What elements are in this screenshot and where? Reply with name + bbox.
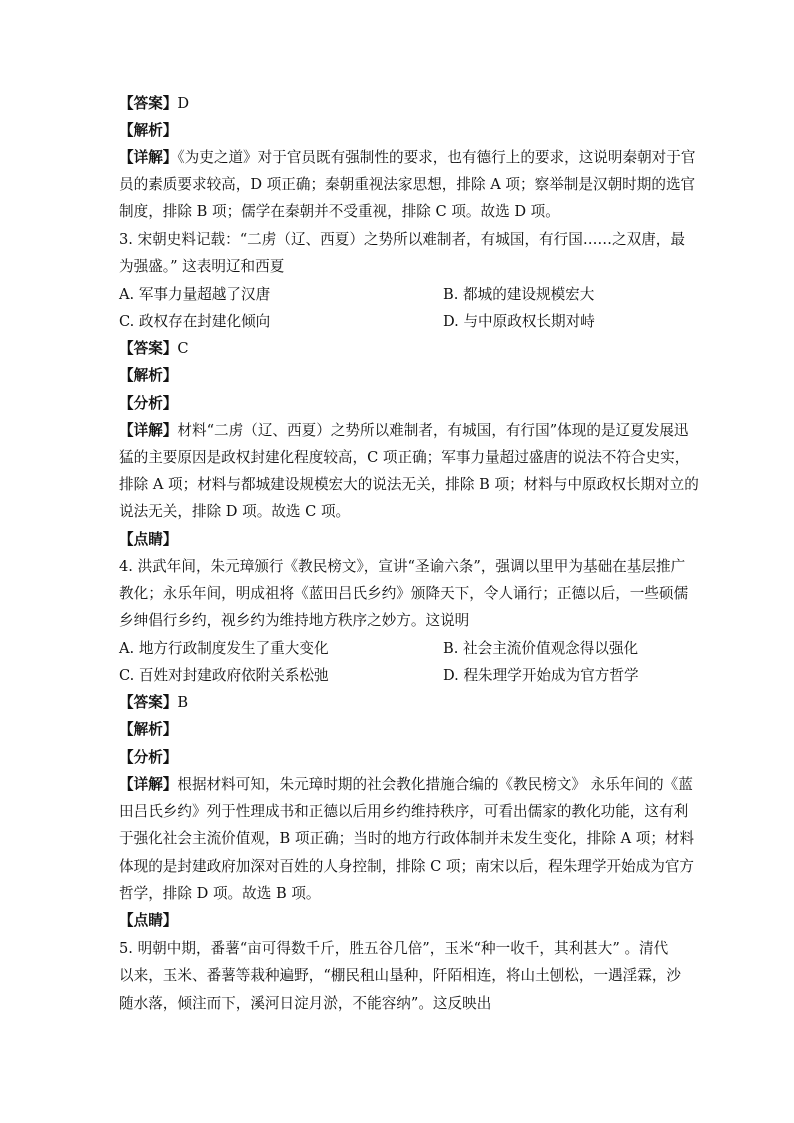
question-stem: 4. 洪武年间，朱元璋颁行《教民榜文》，宣讲“圣谕六条”，强调以里甲为基础在基层推广: [119, 558, 686, 575]
question-stem: 以来，玉米、番薯等栽种遍野，“棚民租山垦种，阡陌相连，将山土刨松，一遇淫霖，沙: [119, 967, 682, 984]
detail-text: 制度，排除 B 项；儒学在秦朝并不受重视，排除 C 项。故选 D 项。: [119, 203, 560, 220]
analysis-label: 【解析】: [119, 721, 178, 738]
option-b: B. 社会主流价值观念得以强化: [443, 640, 639, 657]
detail-text: 材料“二虏（辽、西夏）之势所以难制者，有城国，有行国”体现的是辽夏发展迅: [177, 422, 689, 439]
option-a: A. 地方行政制度发生了重大变化: [119, 640, 329, 657]
answer-label: 【答案】: [119, 340, 178, 357]
analysis-label: 【解析】: [119, 367, 178, 384]
detail-text: 根据材料可知，朱元璋时期的社会教化措施合编的《教民榜文》 永乐年间的《蓝: [177, 776, 693, 793]
question-stem: 5. 明朝中期，番薯“亩可得数千斤，胜五谷几倍”，玉米“种一收千，其利甚大” 。清代: [119, 940, 669, 957]
option-d: D. 与中原政权长期对峙: [443, 313, 595, 330]
detail-text: 员的素质要求较高，D 项正确；秦朝重视法家思想，排除 A 项；察举制是汉朝时期的选官: [119, 176, 696, 193]
answer-value: D: [177, 95, 190, 112]
fenxi-label: 【分析】: [119, 749, 178, 766]
answer-label: 【答案】: [119, 95, 178, 112]
detail-line: [119, 775, 693, 795]
detail-text: 于强化社会主流价值观，B 项正确；当时的地方行政体制并未发生变化，排除 A 项；材料: [119, 830, 695, 847]
fenxi-label: 【分析】: [119, 395, 178, 412]
analysis-label: 【解析】: [119, 122, 178, 139]
detail-line: [119, 148, 696, 168]
option-c: C. 百姓对封建政府依附关系松弛: [119, 667, 329, 684]
option-a: A. 军事力量超越了汉唐: [119, 286, 271, 303]
detail-line: [119, 421, 689, 441]
detail-label: 【详解】: [119, 422, 178, 439]
detail-text: 哲学，排除 D 项。故选 B 项。: [119, 885, 321, 902]
answer-line: [119, 94, 679, 114]
dianjing-label: 【点睛】: [119, 912, 178, 929]
detail-text: 排除 A 项；材料与都城建设规模宏大的说法无关，排除 B 项；材料与中原政权长期对立的: [119, 476, 699, 493]
answer-line: [119, 339, 679, 359]
detail-text: 《为吏之道》对于官员既有强制性的要求，也有德行上的要求，这说明秦朝对于官: [177, 149, 696, 166]
answer-value: B: [177, 694, 189, 711]
detail-text: 体现的是封建政府加深对百姓的人身控制，排除 C 项；南宋以后，程朱理学开始成为官方: [119, 858, 695, 875]
dianjing-label: 【点睛】: [119, 531, 178, 548]
question-stem: 乡绅倡行乡约，视乡约为维持地方秩序之妙方。这说明: [119, 612, 470, 629]
question-stem: 为强盛。” 这表明辽和西夏: [119, 258, 285, 275]
detail-label: 【详解】: [119, 776, 178, 793]
option-d: D. 程朱理学开始成为官方哲学: [443, 667, 639, 684]
detail-text: 猛的主要原因是政权封建化程度较高，C 项正确；军事力量超过盛唐的说法不符合史实，: [119, 449, 690, 466]
detail-text: 说法无关，排除 D 项。故选 C 项。: [119, 503, 351, 520]
question-stem: 3. 宋朝史料记载：“二虏（辽、西夏）之势所以难制者，有城国，有行国……之双唐，最: [119, 231, 685, 248]
detail-label: 【详解】: [119, 149, 178, 166]
answer-label: 【答案】: [119, 694, 178, 711]
answer-line: [119, 693, 679, 713]
answer-value: C: [177, 340, 189, 357]
question-stem: 随水落，倾注而下，溪河日淀月淤，不能容纳”。这反映出: [119, 995, 492, 1012]
question-stem: 教化；永乐年间，明成祖将《蓝田吕氏乡约》颁降天下，令人诵行；正德以后，一些硕儒: [119, 585, 689, 602]
detail-text: 田吕氏乡约》列于性理成书和正德以后用乡约维持秩序，可看出儒家的教化功能，这有利: [119, 803, 689, 820]
option-c: C. 政权存在封建化倾向: [119, 313, 271, 330]
option-b: B. 都城的建设规模宏大: [443, 286, 595, 303]
